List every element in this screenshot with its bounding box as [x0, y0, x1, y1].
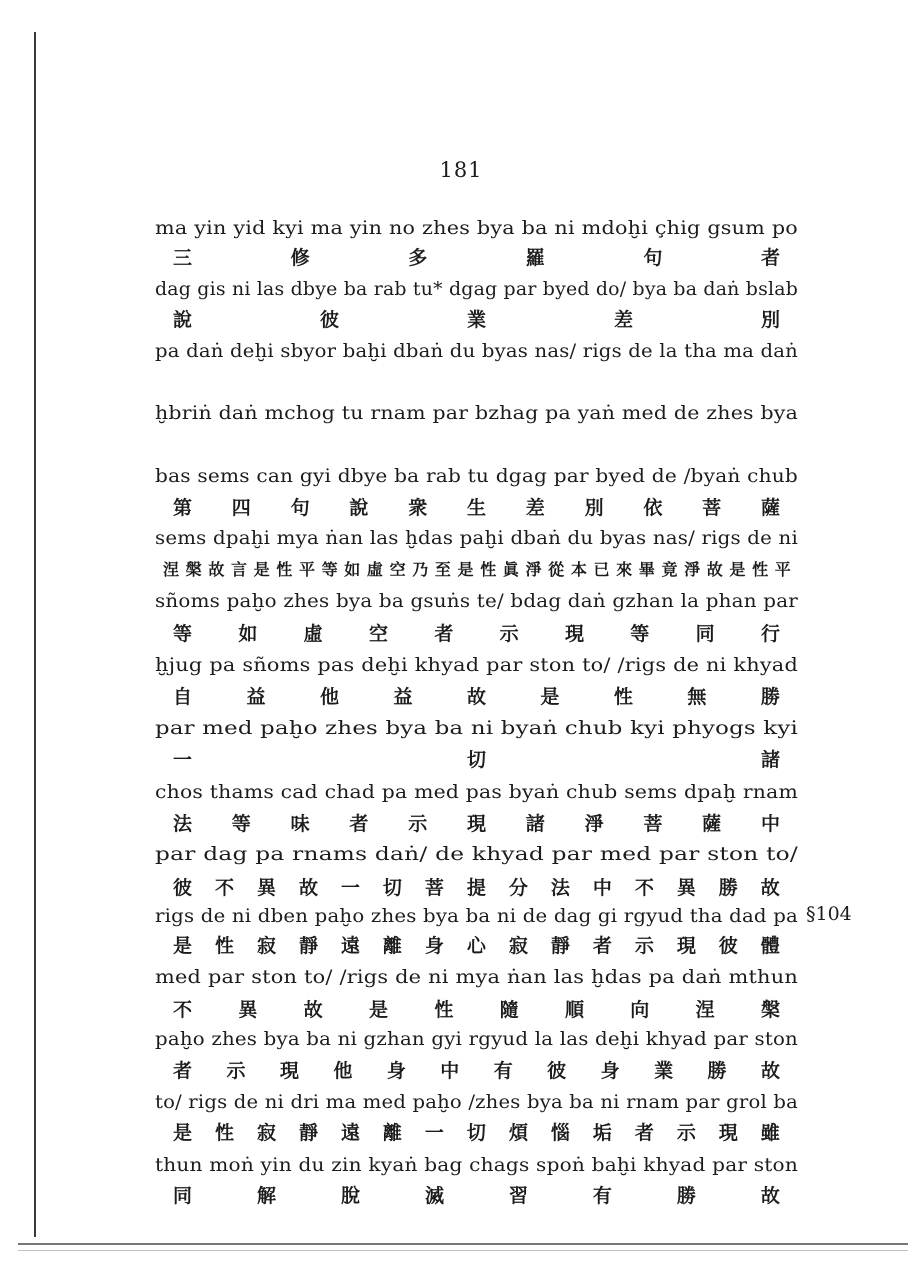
chinese-character: 他 [319, 686, 339, 708]
chinese-character: 句 [290, 497, 310, 519]
chinese-character: 等 [630, 623, 650, 645]
chinese-character: 性 [434, 999, 454, 1021]
chinese-character: 差 [613, 309, 633, 331]
chinese-character: 已 [593, 560, 609, 579]
chinese-character: 益 [393, 686, 413, 708]
chinese-character: 離 [382, 935, 402, 957]
chinese-character: 雖 [760, 1122, 780, 1144]
romanized-line [155, 777, 798, 807]
chinese-character: 竟 [661, 560, 677, 579]
chinese-character: 是 [729, 560, 745, 579]
chinese-character: 勝 [707, 1060, 727, 1082]
chinese-character: 是 [457, 560, 473, 579]
romanized-line [155, 713, 798, 743]
chinese-character: 四 [231, 497, 251, 519]
chinese-character: 自 [173, 686, 193, 708]
chinese-character: 性 [214, 1122, 234, 1144]
chinese-character: 是 [540, 686, 560, 708]
romanized-text: pa daṅ deḫi sbyor baḫi dbaṅ du byas nas/ rigs de la tha ma daṅ [155, 340, 798, 362]
chinese-character: 故 [760, 877, 780, 899]
romanized-text: bas sems can gyi dbye ba rab tu dgag par byed de /byaṅ chub [155, 465, 798, 487]
romanized-text: sems dpaḫi mya ṅan las ḫdas paḫi dbaṅ du byas nas/ rigs de ni [155, 527, 798, 549]
romanized-text: sñoms paḫo zhes bya ba gsuṅs te/ bdag daṅ gzhan la phan par [155, 590, 798, 612]
chinese-character: 順 [564, 999, 584, 1021]
chinese-character: 示 [226, 1060, 246, 1082]
chinese-character: 寂 [256, 1122, 276, 1144]
chinese-gloss-line [155, 1056, 798, 1086]
chinese-character: 不 [634, 877, 654, 899]
chinese-character: 虛 [366, 560, 382, 579]
chinese-character: 有 [592, 1185, 612, 1207]
chinese-character: 彼 [319, 309, 339, 331]
section-marker: §104 [806, 903, 852, 925]
chinese-character: 現 [718, 1122, 738, 1144]
chinese-character: 淨 [684, 560, 700, 579]
chinese-gloss-line [155, 555, 798, 585]
chinese-character: 性 [752, 560, 768, 579]
romanized-line [155, 461, 798, 491]
chinese-character: 生 [466, 497, 486, 519]
chinese-character: 故 [208, 560, 224, 579]
romanized-line [155, 586, 798, 616]
chinese-character: 說 [349, 497, 369, 519]
chinese-gloss-line [155, 1181, 798, 1211]
chinese-character: 菩 [643, 813, 663, 835]
chinese-character: 味 [290, 813, 310, 835]
chinese-character: 身 [600, 1060, 620, 1082]
chinese-character: 解 [256, 1185, 276, 1207]
chinese-character: 如 [238, 623, 258, 645]
chinese-character: 性 [214, 935, 234, 957]
chinese-character: 衆 [408, 497, 428, 519]
romanized-line [155, 1150, 798, 1180]
chinese-character: 中 [592, 877, 612, 899]
chinese-character: 煩 [508, 1122, 528, 1144]
chinese-character: 現 [466, 813, 486, 835]
chinese-character: 不 [214, 877, 234, 899]
chinese-character: 者 [592, 935, 612, 957]
chinese-character: 示 [499, 623, 519, 645]
chinese-character: 現 [564, 623, 584, 645]
chinese-character: 有 [493, 1060, 513, 1082]
chinese-character: 行 [760, 623, 780, 645]
romanized-text: thun moṅ yin du zin kyaṅ bag chags spoṅ baḫi khyad par ston [155, 1154, 798, 1176]
chinese-character: 示 [408, 813, 428, 835]
chinese-character: 滅 [424, 1185, 444, 1207]
chinese-character: 菩 [702, 497, 722, 519]
chinese-character: 一 [173, 749, 193, 771]
chinese-character: 心 [466, 935, 486, 957]
chinese-character: 別 [760, 309, 780, 331]
chinese-character: 平 [774, 560, 790, 579]
chinese-character: 諸 [760, 749, 780, 771]
chinese-character: 畢 [638, 560, 654, 579]
chinese-character: 異 [676, 877, 696, 899]
chinese-character: 同 [173, 1185, 193, 1207]
chinese-character: 句 [643, 247, 663, 269]
chinese-gloss-line [155, 873, 798, 903]
chinese-character: 故 [466, 686, 486, 708]
chinese-character: 勝 [760, 686, 780, 708]
chinese-character: 者 [434, 623, 454, 645]
romanized-text: med par ston to/ /rigs de ni mya ṅan las ḫdas pa daṅ mthun [155, 966, 798, 988]
chinese-character: 本 [570, 560, 586, 579]
chinese-character: 差 [525, 497, 545, 519]
chinese-character: 性 [613, 686, 633, 708]
chinese-character: 寂 [508, 935, 528, 957]
chinese-character: 業 [654, 1060, 674, 1082]
chinese-character: 是 [173, 1122, 193, 1144]
chinese-character: 他 [333, 1060, 353, 1082]
chinese-character: 淨 [525, 560, 541, 579]
chinese-character: 涅 [695, 999, 715, 1021]
chinese-gloss-line [155, 493, 798, 523]
chinese-character: 者 [349, 813, 369, 835]
romanized-text: paḫo zhes bya ba ni gzhan gyi rgyud la las deḫi khyad par ston [155, 1028, 798, 1050]
chinese-character: 同 [695, 623, 715, 645]
romanized-text: rigs de ni dben paḫo zhes bya ba ni de dag gi rgyud tha dad pa [155, 905, 798, 927]
romanized-text: ma yin yid kyi ma yin no zhes bya ba ni mdoḫi çhig gsum po [155, 217, 798, 239]
chinese-character: 異 [238, 999, 258, 1021]
chinese-character: 是 [253, 560, 269, 579]
chinese-character: 等 [321, 560, 337, 579]
chinese-character: 勝 [676, 1185, 696, 1207]
chinese-character: 來 [616, 560, 632, 579]
chinese-character: 離 [382, 1122, 402, 1144]
chinese-character: 涅 [163, 560, 179, 579]
chinese-character: 平 [298, 560, 314, 579]
chinese-character: 身 [424, 935, 444, 957]
chinese-character: 隨 [499, 999, 519, 1021]
chinese-character: 彼 [173, 877, 193, 899]
chinese-character: 垢 [592, 1122, 612, 1144]
chinese-character: 者 [173, 1060, 193, 1082]
chinese-character: 說 [173, 309, 193, 331]
romanized-line [155, 1087, 798, 1117]
chinese-character: 依 [643, 497, 663, 519]
chinese-character: 淨 [584, 813, 604, 835]
chinese-character: 脫 [340, 1185, 360, 1207]
chinese-character: 乃 [412, 560, 428, 579]
chinese-character: 體 [760, 935, 780, 957]
chinese-character: 薩 [702, 813, 722, 835]
chinese-character: 向 [630, 999, 650, 1021]
chinese-character: 不 [173, 999, 193, 1021]
romanized-text: ḫjug pa sñoms pas deḫi khyad par ston to/ /rigs de ni khyad [155, 654, 798, 676]
romanized-text: to/ rigs de ni dri ma med paḫo /zhes bya ba ni rnam par grol ba [155, 1091, 798, 1113]
chinese-character: 身 [386, 1060, 406, 1082]
chinese-character: 現 [279, 1060, 299, 1082]
romanized-line [155, 398, 798, 428]
chinese-character: 中 [760, 813, 780, 835]
romanized-line [155, 1024, 798, 1054]
romanized-line [155, 523, 798, 553]
romanized-line [155, 274, 798, 304]
chinese-character: 羅 [525, 247, 545, 269]
chinese-gloss-line [155, 931, 798, 961]
chinese-character: 切 [382, 877, 402, 899]
romanized-line [155, 839, 798, 869]
chinese-character: 空 [368, 623, 388, 645]
bottom-rule-secondary [18, 1250, 908, 1251]
romanized-line [155, 336, 798, 366]
chinese-character: 切 [466, 1122, 486, 1144]
romanized-line [155, 962, 798, 992]
chinese-character: 異 [256, 877, 276, 899]
chinese-character: 業 [466, 309, 486, 331]
left-margin-rule [34, 32, 36, 1237]
romanized-text: par med paḫo zhes bya ba ni byaṅ chub kyi phyogs kyi [155, 717, 798, 739]
chinese-character: 中 [440, 1060, 460, 1082]
chinese-character: 多 [408, 247, 428, 269]
chinese-character: 修 [290, 247, 310, 269]
bottom-rule [18, 1243, 908, 1245]
chinese-character: 故 [706, 560, 722, 579]
chinese-character: 現 [676, 935, 696, 957]
romanized-text: dag gis ni las dbye ba rab tu* dgag par byed do/ bya ba daṅ bslab [155, 278, 798, 300]
chinese-character: 從 [548, 560, 564, 579]
page-number: 181 [439, 158, 483, 182]
chinese-character: 薩 [760, 497, 780, 519]
chinese-gloss-line [155, 745, 798, 775]
chinese-character: 故 [303, 999, 323, 1021]
chinese-character: 靜 [298, 1122, 318, 1144]
chinese-character: 故 [760, 1185, 780, 1207]
chinese-character: 彼 [547, 1060, 567, 1082]
chinese-character: 等 [231, 813, 251, 835]
chinese-character: 槃 [185, 560, 201, 579]
chinese-character: 第 [173, 497, 193, 519]
chinese-character: 法 [173, 813, 193, 835]
chinese-character: 惱 [550, 1122, 570, 1144]
chinese-character: 故 [298, 877, 318, 899]
chinese-character: 性 [276, 560, 292, 579]
chinese-character: 三 [173, 247, 193, 269]
chinese-character: 是 [368, 999, 388, 1021]
chinese-character: 一 [424, 1122, 444, 1144]
chinese-gloss-line [155, 1118, 798, 1148]
chinese-character: 靜 [550, 935, 570, 957]
chinese-character: 勝 [718, 877, 738, 899]
chinese-character: 菩 [424, 877, 444, 899]
chinese-character: 是 [173, 935, 193, 957]
chinese-character: 示 [676, 1122, 696, 1144]
chinese-character: 法 [550, 877, 570, 899]
chinese-character: 一 [340, 877, 360, 899]
chinese-gloss-line [155, 305, 798, 335]
chinese-character: 故 [760, 1060, 780, 1082]
chinese-character: 如 [344, 560, 360, 579]
chinese-character: 分 [508, 877, 528, 899]
romanized-text: par dag pa rnams daṅ/ de khyad par med par ston to/ [155, 843, 798, 865]
chinese-gloss-line [155, 619, 798, 649]
chinese-gloss-line [155, 243, 798, 273]
chinese-character: 諸 [525, 813, 545, 835]
romanized-line [155, 213, 798, 243]
chinese-character: 習 [508, 1185, 528, 1207]
chinese-character: 至 [434, 560, 450, 579]
romanized-text: ḫbriṅ daṅ mchog tu rnam par bzhag pa yaṅ med de zhes bya [155, 402, 799, 424]
chinese-character: 益 [246, 686, 266, 708]
chinese-character: 寂 [256, 935, 276, 957]
chinese-gloss-line [155, 995, 798, 1025]
romanized-text: chos thams cad chad pa med pas byaṅ chub sems dpaḫ rnam [155, 781, 798, 803]
chinese-character: 眞 [502, 560, 518, 579]
chinese-character: 空 [389, 560, 405, 579]
chinese-character: 性 [480, 560, 496, 579]
chinese-character: 虛 [303, 623, 323, 645]
chinese-character: 靜 [298, 935, 318, 957]
romanized-line [155, 901, 798, 931]
chinese-character: 別 [584, 497, 604, 519]
romanized-line [155, 650, 798, 680]
chinese-character: 遠 [340, 935, 360, 957]
chinese-character: 者 [634, 1122, 654, 1144]
chinese-character: 示 [634, 935, 654, 957]
chinese-character: 言 [230, 560, 246, 579]
chinese-gloss-line [155, 809, 798, 839]
chinese-character: 等 [173, 623, 193, 645]
chinese-character: 提 [466, 877, 486, 899]
chinese-character: 者 [760, 247, 780, 269]
chinese-character: 彼 [718, 935, 738, 957]
chinese-character: 槃 [760, 999, 780, 1021]
chinese-character: 無 [687, 686, 707, 708]
chinese-character: 切 [466, 749, 486, 771]
chinese-gloss-line [155, 682, 798, 712]
chinese-character: 遠 [340, 1122, 360, 1144]
